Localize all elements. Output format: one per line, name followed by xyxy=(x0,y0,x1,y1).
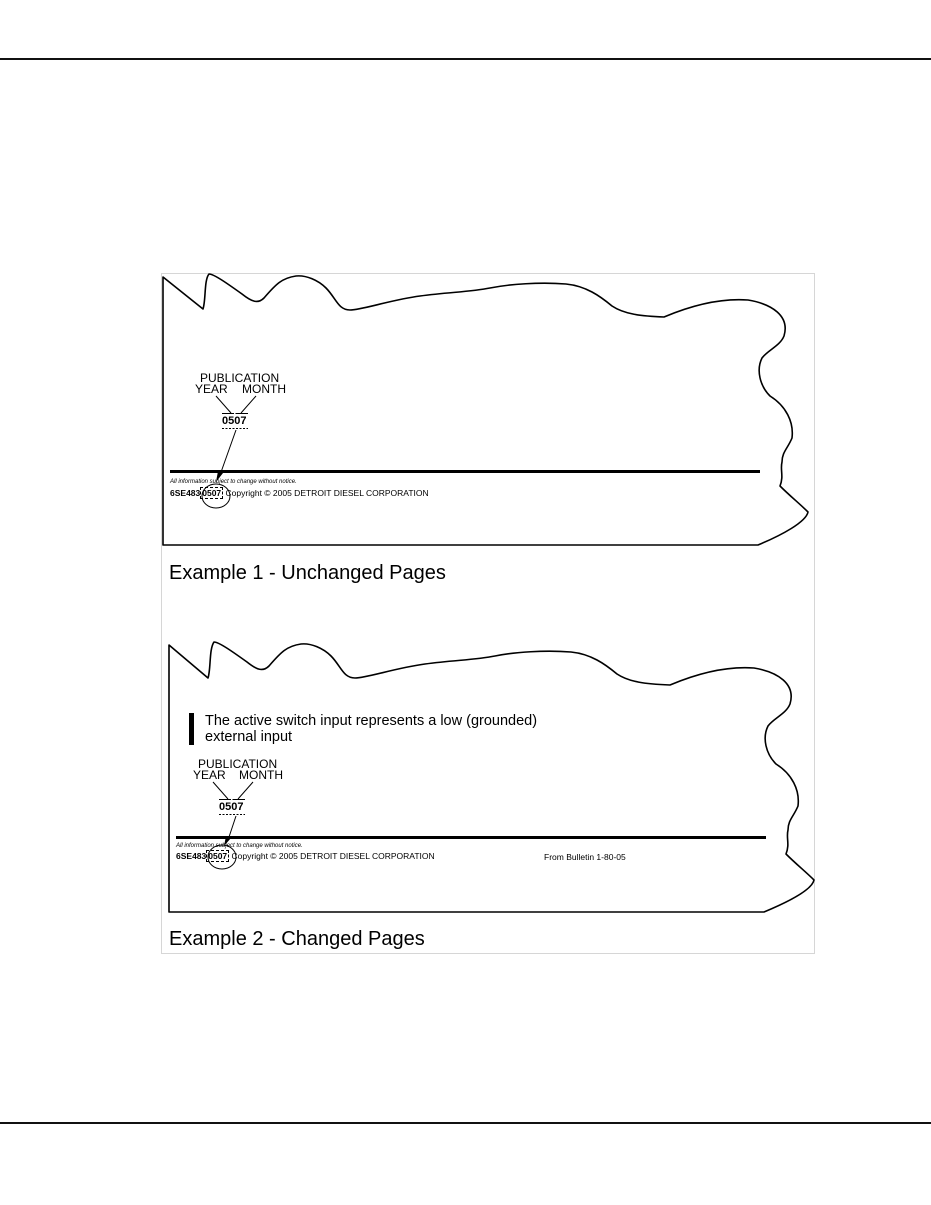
example1-notice: All information subject to change without notice. xyxy=(170,479,297,485)
example1-date-code: 0507 xyxy=(222,415,247,427)
example2-date-code: 0507 xyxy=(219,801,244,813)
example2-caption: Example 2 - Changed Pages xyxy=(169,928,425,950)
example1-month-label: MONTH xyxy=(242,382,286,396)
example1-footer-line xyxy=(170,489,429,498)
change-bar xyxy=(189,713,194,745)
example1-year-label: YEAR xyxy=(195,382,228,396)
example1-torn-page xyxy=(163,274,808,545)
example2-footer-line xyxy=(176,852,435,861)
example2-publication-label: PUBLICATION xyxy=(198,757,278,771)
example2-bulletin: From Bulletin 1-80-05 xyxy=(544,852,626,862)
example2-doc-prefix: 6SE483 xyxy=(176,851,207,861)
example1-caption: Example 1 - Unchanged Pages xyxy=(169,562,446,584)
example2-month-label: MONTH xyxy=(239,768,283,782)
example2-notice: All information subject to change without notice. xyxy=(176,843,303,849)
example2-body-line2: external input xyxy=(205,729,293,745)
example2-doc-code: 0507 xyxy=(208,851,228,861)
example2-copyright: Copyright © 2005 DETROIT DIESEL CORPORATION xyxy=(231,851,435,861)
example1-doc-prefix: 6SE483 xyxy=(170,488,201,498)
example1-doc-code: 0507 xyxy=(202,488,222,498)
example1-copyright: Copyright © 2005 DETROIT DIESEL CORPORATION xyxy=(225,488,429,498)
example2-body-line1: The active switch input represents a low (grounded) xyxy=(205,713,538,729)
example2-year-label: YEAR xyxy=(193,768,226,782)
example1-publication-label: PUBLICATION xyxy=(200,371,280,385)
